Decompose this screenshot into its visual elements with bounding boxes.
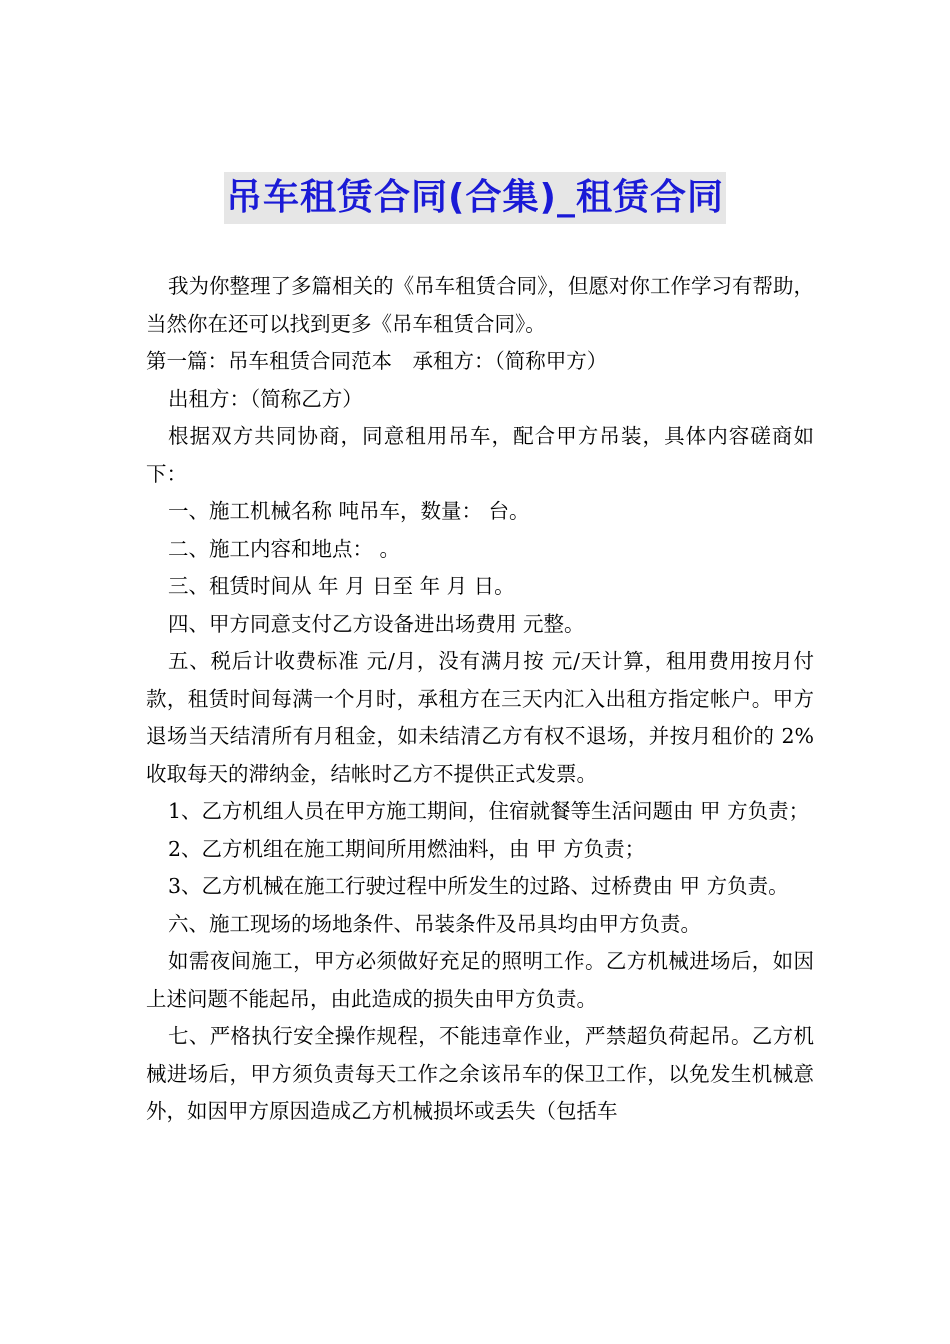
title-container xyxy=(0,172,950,224)
paragraph-lessor: 出租方：（简称乙方） xyxy=(168,386,363,411)
clause-1: 一、施工机械名称 吨吊车，数量： 台。 xyxy=(168,499,530,523)
paragraph-intro: 我为你整理了多篇相关的《吊车租赁合同》，但愿对你工作学习有帮助，当然你在还可以找到更多《吊车租赁合同》。 xyxy=(146,274,814,336)
clause-2: 二、施工内容和地点： 。 xyxy=(168,536,401,561)
document-body xyxy=(146,268,814,1131)
sub-clause-3: 3、乙方机械在施工行驶过程中所发生的过路、过桥费由 甲 方负责。 xyxy=(168,874,789,898)
clause-6: 六、施工现场的场地条件、吊装条件及吊具均由甲方负责。 xyxy=(168,911,701,936)
paragraph-agreement: 根据双方共同协商，同意租用吊车，配合甲方吊装，具体内容磋商如下： xyxy=(146,424,814,486)
clause-3: 三、租赁时间从 年 月 日至 年 月 日。 xyxy=(168,574,515,598)
document-title: 吊车租赁合同(合集)_租赁合同 xyxy=(224,172,726,224)
paragraph-part-one-heading: 第一篇：吊车租赁合同范本 承租方：（简称甲方） xyxy=(146,349,608,373)
clause-5: 五、税后计收费标准 元/月，没有满月按 元/天计算，租用费用按月付款，租赁时间每满一个月时，承租方在三天内汇入出租方指定帐户。甲方退场当天结清所有月租金，如未结清乙方有权不退场，并按月租价的 2%收取每天的滞纳金，结帐时乙方不提供正式发票。 xyxy=(146,649,814,786)
sub-clause-1: 1、乙方机组人员在甲方施工期间，住宿就餐等生活问题由 甲 方负责； xyxy=(168,799,810,823)
sub-clause-2: 2、乙方机组在施工期间所用燃油料，由 甲 方负责； xyxy=(168,836,646,861)
paragraph-night-work: 如需夜间施工，甲方必须做好充足的照明工作。乙方机械进场后，如因上述问题不能起吊，由此造成的损失由甲方负责。 xyxy=(146,949,814,1011)
clause-7: 七、严格执行安全操作规程，不能违章作业，严禁超负荷起吊。乙方机械进场后，甲方须负责每天工作之余该吊车的保卫工作，以免发生机械意外，如因甲方原因造成乙方机械损坏或丢失（包括车 xyxy=(146,1024,814,1123)
clause-4: 四、甲方同意支付乙方设备进出场费用 元整。 xyxy=(168,611,585,636)
